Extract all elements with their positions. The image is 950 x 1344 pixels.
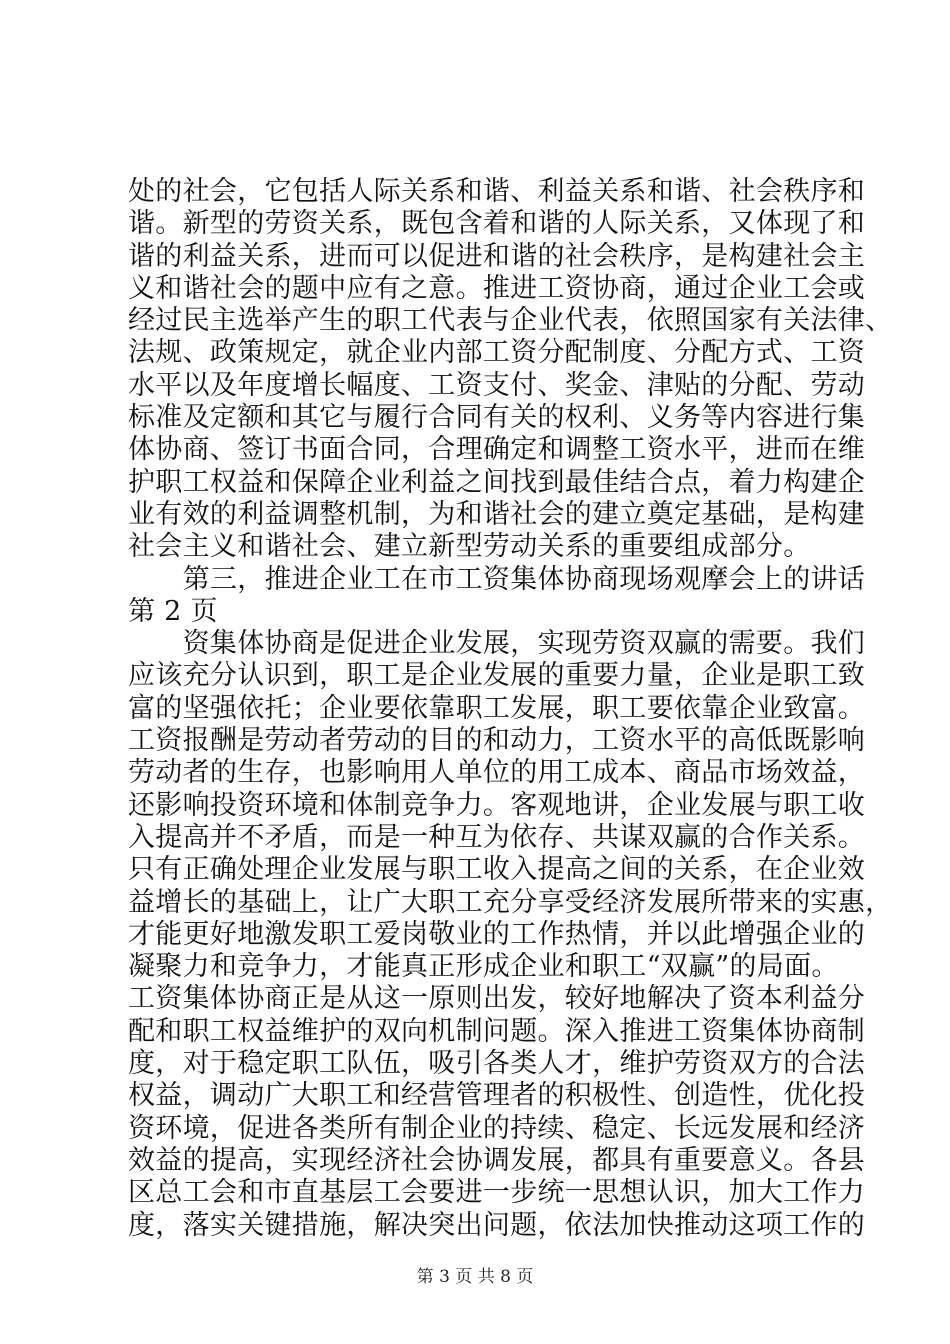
text-line: 经过民主选举产生的职工代表与企业代表，依照国家有关法律、 <box>128 305 893 337</box>
text-line: 社会主义和谐社会、建立新型劳动关系的重要组成部分。 <box>128 531 811 563</box>
text-line: 效益的提高，实现经济社会协调发展，都具有重要意义。各县 <box>128 1144 866 1176</box>
text-line: 水平以及年度增长幅度、工资支付、奖金、津贴的分配、劳动 <box>128 369 866 401</box>
page-footer: 第 3 页 共 8 页 <box>416 1267 534 1287</box>
text-line: 才能更好地激发职工爱岗敬业的工作热情，并以此增强企业的 <box>128 918 866 950</box>
page-marker-line: 第 2 页 <box>128 595 218 627</box>
text-line: 权益，调动广大职工和经营管理者的积极性、创造性，优化投 <box>128 1080 866 1112</box>
text-line: 度，对于稳定职工队伍，吸引各类人才，维护劳资双方的合法 <box>128 1048 866 1080</box>
text-line: 工资报酬是劳动者劳动的目的和动力，工资水平的高低既影响 <box>128 725 866 757</box>
text-line: 凝聚力和竞争力，才能真正形成企业和职工“双赢”的局面。 <box>128 951 839 983</box>
section-heading-line: 第三，推进企业工在市工资集体协商现场观摩会上的讲话 <box>128 563 866 595</box>
text-line: 配和职工权益维护的双向机制问题。深入推进工资集体协商制 <box>128 1015 866 1047</box>
text-line: 工资集体协商正是从这一原则出发，较好地解决了资本利益分 <box>128 983 866 1015</box>
text-line: 只有正确处理企业发展与职工收入提高之间的关系，在企业效 <box>128 854 866 886</box>
text-line: 富的坚强依托；企业要依靠职工发展，职工要依靠企业致富。 <box>128 692 866 724</box>
text-line: 业有效的利益调整机制，为和谐社会的建立奠定基础，是构建 <box>128 498 866 530</box>
text-line: 体协商、签订书面合同，合理确定和调整工资水平，进而在维 <box>128 434 866 466</box>
text-line: 应该充分认识到，职工是企业发展的重要力量，企业是职工致 <box>128 660 866 692</box>
text-line: 还影响投资环境和体制竞争力。客观地讲，企业发展与职工收 <box>128 789 866 821</box>
body-text <box>128 176 893 1242</box>
text-line: 处的社会，它包括人际关系和谐、利益关系和谐、社会秩序和 <box>128 176 866 207</box>
text-line: 谐。新型的劳资关系，既包含着和谐的人际关系，又体现了和 <box>128 208 866 240</box>
text-line: 区总工会和市直基层工会要进一步统一思想认识，加大工作力 <box>128 1177 866 1209</box>
text-line: 义和谐社会的题中应有之意。推进工资协商，通过企业工会或 <box>128 272 866 304</box>
text-line: 资环境，促进各类所有制企业的持续、稳定、长远发展和经济 <box>128 1112 866 1144</box>
text-line: 劳动者的生存，也影响用人单位的用工成本、商品市场效益， <box>128 757 866 789</box>
text-line: 入提高并不矛盾，而是一种互为依存、共谋双赢的合作关系。 <box>128 821 866 853</box>
text-line: 法规、政策规定，就企业内部工资分配制度、分配方式、工资 <box>128 337 866 369</box>
text-line: 谐的利益关系，进而可以促进和谐的社会秩序，是构建社会主 <box>128 240 866 272</box>
text-line: 益增长的基础上，让广大职工充分享受经济发展所带来的实惠， <box>128 886 893 918</box>
text-line: 护职工权益和保障企业利益之间找到最佳结合点，着力构建企 <box>128 466 866 498</box>
text-line: 标准及定额和其它与履行合同有关的权利、义务等内容进行集 <box>128 402 866 434</box>
text-line: 资集体协商是促进企业发展，实现劳资双赢的需要。我们 <box>128 628 866 660</box>
text-line: 度，落实关键措施，解决突出问题，依法加快推动这项工作的 <box>128 1209 866 1241</box>
